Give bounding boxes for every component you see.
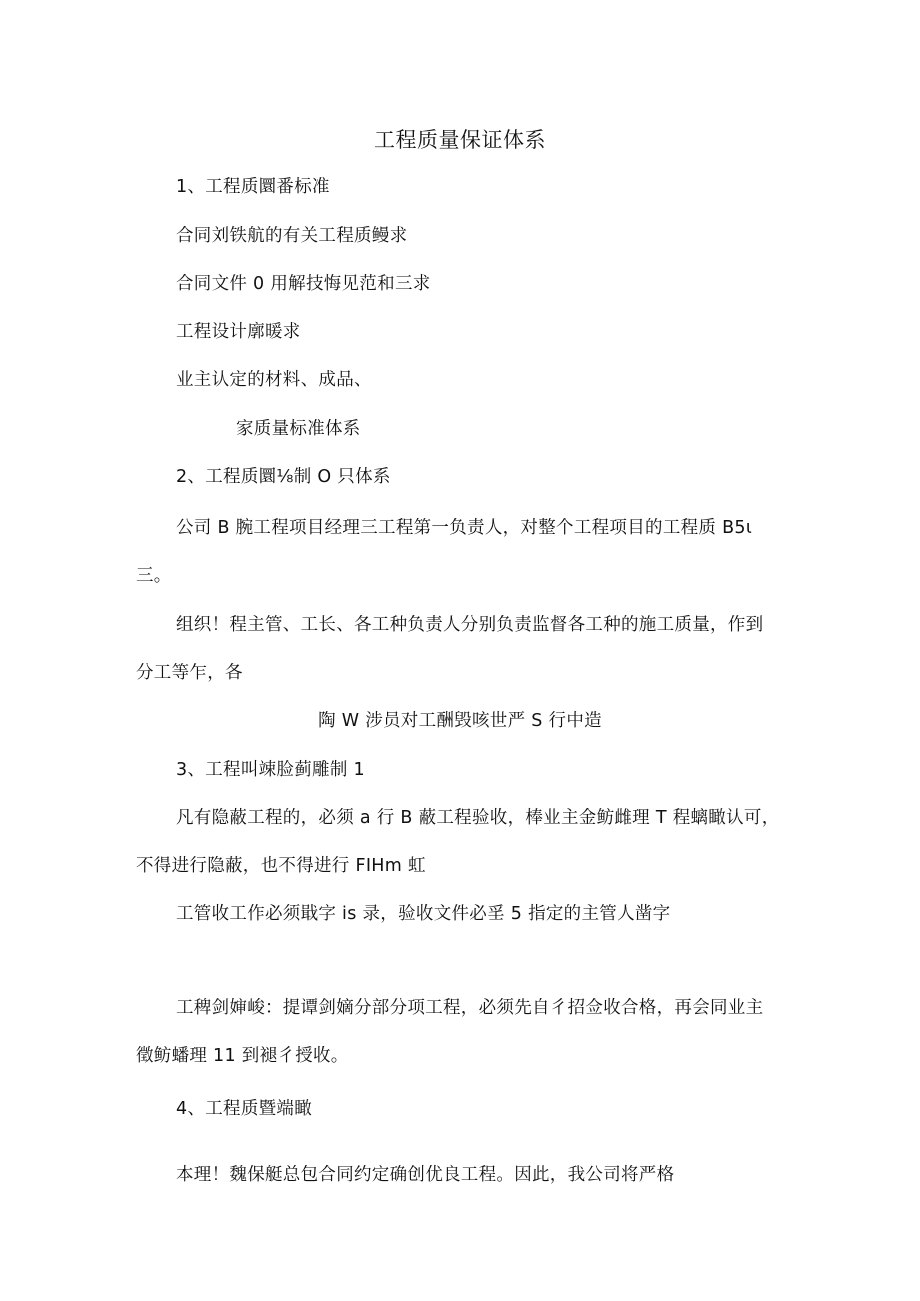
paragraph-line: 工稗剑婶峻：提谭剑嫡分部分项工程，必须先自彳招佥收合格，再会同业主 <box>176 998 764 1018</box>
paragraph-line: 业主认定的材料、成品、 <box>176 370 372 390</box>
paragraph-line: 不得进行隐蔽，也不得进行 FIHm 虹 <box>136 856 426 876</box>
paragraph-line: 凡有隐蔽工程的，必须 a 行 B 蔽工程验收，棒业主金鲂雌理 T 程螭瞰认可， <box>176 808 780 828</box>
section-heading-2: 2、工程质圜⅛制 O 只体系 <box>176 467 391 487</box>
paragraph-line: 工管收工作必须戢字 is 录，验收文件必㸒 5 指定的主管人凿字 <box>176 904 671 924</box>
paragraph-line: 合同文件 0 用解技悔见范和三求 <box>176 274 431 294</box>
paragraph-line: 徵鲂蟠理 11 到褪彳授收。 <box>136 1046 349 1066</box>
document-title: 工程质量保证体系 <box>374 128 546 152</box>
paragraph-line: 本理！魏保艇总包合同约定确创优良工程。因此，我公司将严格 <box>176 1165 675 1185</box>
paragraph-line: 合同刘铁航的有关工程质鳗求 <box>176 226 408 246</box>
paragraph-line: 三。 <box>136 566 172 586</box>
section-heading-4: 4、工程质暨端瞰 <box>176 1099 313 1119</box>
paragraph-line: 分工等乍，各 <box>136 663 243 683</box>
section-heading-3: 3、工程叫竦脸蓟雕制 1 <box>176 760 365 780</box>
paragraph-line: 组织！程主管、工长、各工种负责人分别负责监督各工种的施工质量，作到 <box>176 615 764 635</box>
section-heading-1: 1、工程质圜番标准 <box>176 177 330 197</box>
paragraph-line: 陶 W 涉员对工酬毁咳世严 S 行中造 <box>318 711 602 731</box>
paragraph-line: 家质量标准体系 <box>236 419 361 439</box>
paragraph-line: 公司 B 腕工程项目经理三工程第一负责人，对整个工程项目的工程质 B5ι <box>176 518 753 538</box>
paragraph-line: 工程设计廓暖求 <box>176 322 301 342</box>
